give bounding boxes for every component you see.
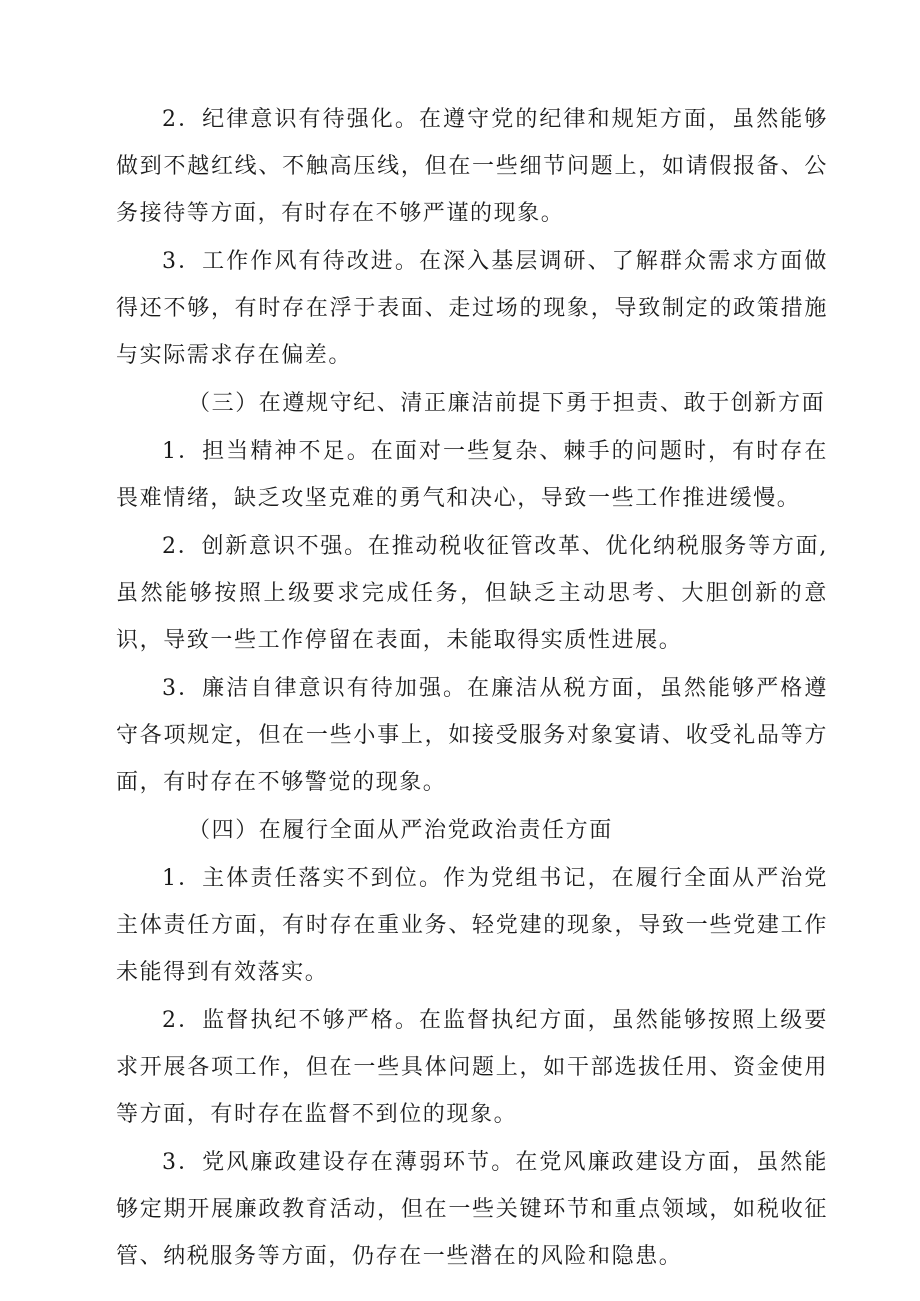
paragraph-integrity: 3．廉洁自律意识有待加强。在廉洁从税方面，虽然能够严格遵守各项规定，但在一些小事上，如接受服务对象宴请、收受礼品等方面，有时存在不够警觉的现象。 xyxy=(116,676,828,795)
paragraph-discipline-awareness: 2．纪律意识有待强化。在遵守党的纪律和规矩方面，虽然能够做到不越红线、不触高压线，但在一些细节问题上，如请假报备、公务接待等方面，有时存在不够严谨的现象。 xyxy=(116,107,828,226)
paragraph-innovation: 2．创新意识不强。在推动税收征管改革、优化纳税服务等方面,虽然能够按照上级要求完成任务，但缺乏主动思考、大胆创新的意识，导致一些工作停留在表面，未能取得实质性进展。 xyxy=(116,534,828,653)
paragraph-responsibility: 1．担当精神不足。在面对一些复杂、棘手的问题时，有时存在畏难情绪，缺乏攻坚克难的勇气和决心，导致一些工作推进缓慢。 xyxy=(116,439,828,511)
document-body xyxy=(116,96,828,1281)
paragraph-main-responsibility: 1．主体责任落实不到位。作为党组书记，在履行全面从严治党主体责任方面，有时存在重业务、轻党建的现象，导致一些党建工作未能得到有效落实。 xyxy=(116,866,828,985)
paragraph-supervision: 2．监督执纪不够严格。在监督执纪方面，虽然能够按照上级要求开展各项工作，但在一些具体问题上，如干部选拔任用、资金使用等方面，有时存在监督不到位的现象。 xyxy=(116,1008,828,1127)
section-heading-4: （四）在履行全面从严治党政治责任方面 xyxy=(188,818,613,843)
paragraph-clean-governance: 3．党风廉政建设存在薄弱环节。在党风廉政建设方面，虽然能够定期开展廉政教育活动，但在一些关键环节和重点领域，如税收征管、纳税服务等方面，仍存在一些潜在的风险和隐患。 xyxy=(116,1150,828,1269)
paragraph-work-style: 3．工作作风有待改进。在深入基层调研、了解群众需求方面做得还不够，有时存在浮于表面、走过场的现象，导致制定的政策措施与实际需求存在偏差。 xyxy=(116,249,828,368)
section-heading-3: （三）在遵规守纪、清正廉洁前提下勇于担责、敢于创新方面 xyxy=(188,391,826,416)
